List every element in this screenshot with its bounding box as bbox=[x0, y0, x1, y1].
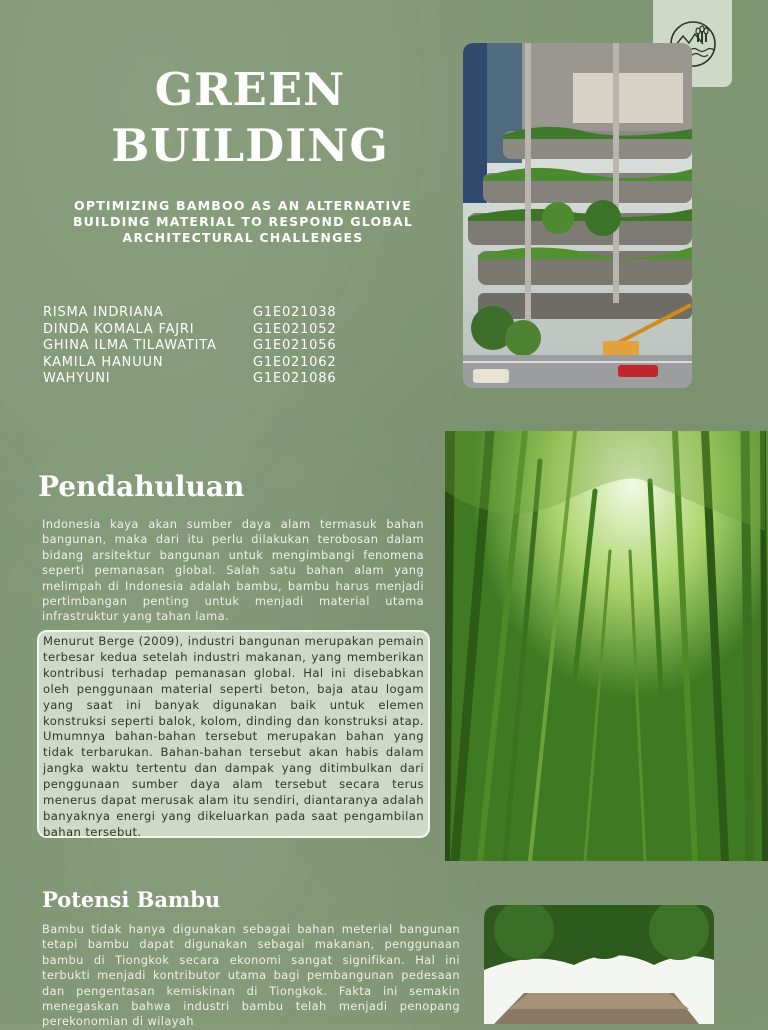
pendahuluan-paragraph-1: Indonesia kaya akan sumber daya alam termasuk bahan bangunan, maka dari itu perlu dilakukan terobosan dalam bidang arsitektur bangunan untuk mengimbangi fenomena seperti pemanasan global. Salah satu bahan alam yang melimpah di Indonesia adalah bambu, bambu harus menjadi pertimbangan penting untuk menjadi material utama infrastruktur yang tahan lama. bbox=[42, 517, 424, 624]
author-nim: G1E021062 bbox=[253, 354, 337, 370]
author-nim: G1E021086 bbox=[253, 371, 337, 387]
author-nim: G1E021038 bbox=[253, 305, 337, 320]
author-row bbox=[43, 371, 343, 388]
author-row bbox=[43, 322, 343, 339]
author-nim: G1E021056 bbox=[253, 338, 337, 354]
section-heading-potensi-bambu: Potensi Bambu bbox=[42, 887, 221, 912]
author-name: GHINA ILMA TILAWATITA bbox=[43, 338, 217, 354]
green-building-photo bbox=[463, 43, 692, 388]
potensi-paragraph: Bambu tidak hanya digunakan sebagai bahan meterial bangunan tetapi bambu dapat digunakan sebagai makanan, penggunaan bambu di Tiongkok secara ekonomi sangat signifikan. Hal ini terbukti menjadi kontributor utama bagi pembangunan pedesaan dan pengentasan kemiskinan di Tiongkok. Fakta ini semakin menegaskan bahwa industri bambu telah menjadi penopang perekonomian di wilayah bbox=[42, 922, 460, 1029]
author-row bbox=[43, 355, 343, 372]
poster-title: GREEN BUILDING bbox=[111, 63, 389, 172]
author-name: RISMA INDRIANA bbox=[43, 305, 164, 320]
author-name: WAHYUNI bbox=[43, 371, 111, 387]
author-row bbox=[43, 338, 343, 355]
pendahuluan-paragraph-2: Menurut Berge (2009), industri bangunan merupakan pemain terbesar kedua setelah industri makanan, yang memberikan kontribusi terhadap pemanasan global. Hal ini disebabkan oleh penggunaan material seperti beton, baja atau logam yang saat ini banyak digunakan baik untuk elemen konstruksi seperti balok, kolom, dinding dan konstruksi atap. Umumnya bahan-bahan tersebut merupakan bahan yang tidak terbarukan. Bahan-bahan tersebut akan habis dalam jangka waktu tertentu dan dampak yang ditimbulkan dari penggunaan sumber daya alam tersebut secara terus menerus dapat merusak alam itu sendiri, diantaranya adalah banyaknya energi yang dikeluarkan pada saat pengambilan bahan tersebut. bbox=[43, 634, 424, 839]
bamboo-forest-photo bbox=[445, 431, 768, 861]
section-heading-pendahuluan: Pendahuluan bbox=[38, 470, 245, 503]
highlight-box bbox=[37, 630, 430, 838]
author-nim: G1E021052 bbox=[253, 321, 337, 337]
poster-subtitle: OPTIMIZING BAMBOO AS AN ALTERNATIVE BUILDING MATERIAL TO RESPOND GLOBAL ARCHITECTURAL CHALLENGES bbox=[72, 198, 414, 245]
author-name: DINDA KOMALA FAJRI bbox=[43, 321, 195, 337]
author-row bbox=[43, 305, 343, 322]
author-list bbox=[43, 305, 343, 388]
bamboo-hut-photo bbox=[484, 905, 714, 1024]
author-name: KAMILA HANUUN bbox=[43, 354, 164, 370]
